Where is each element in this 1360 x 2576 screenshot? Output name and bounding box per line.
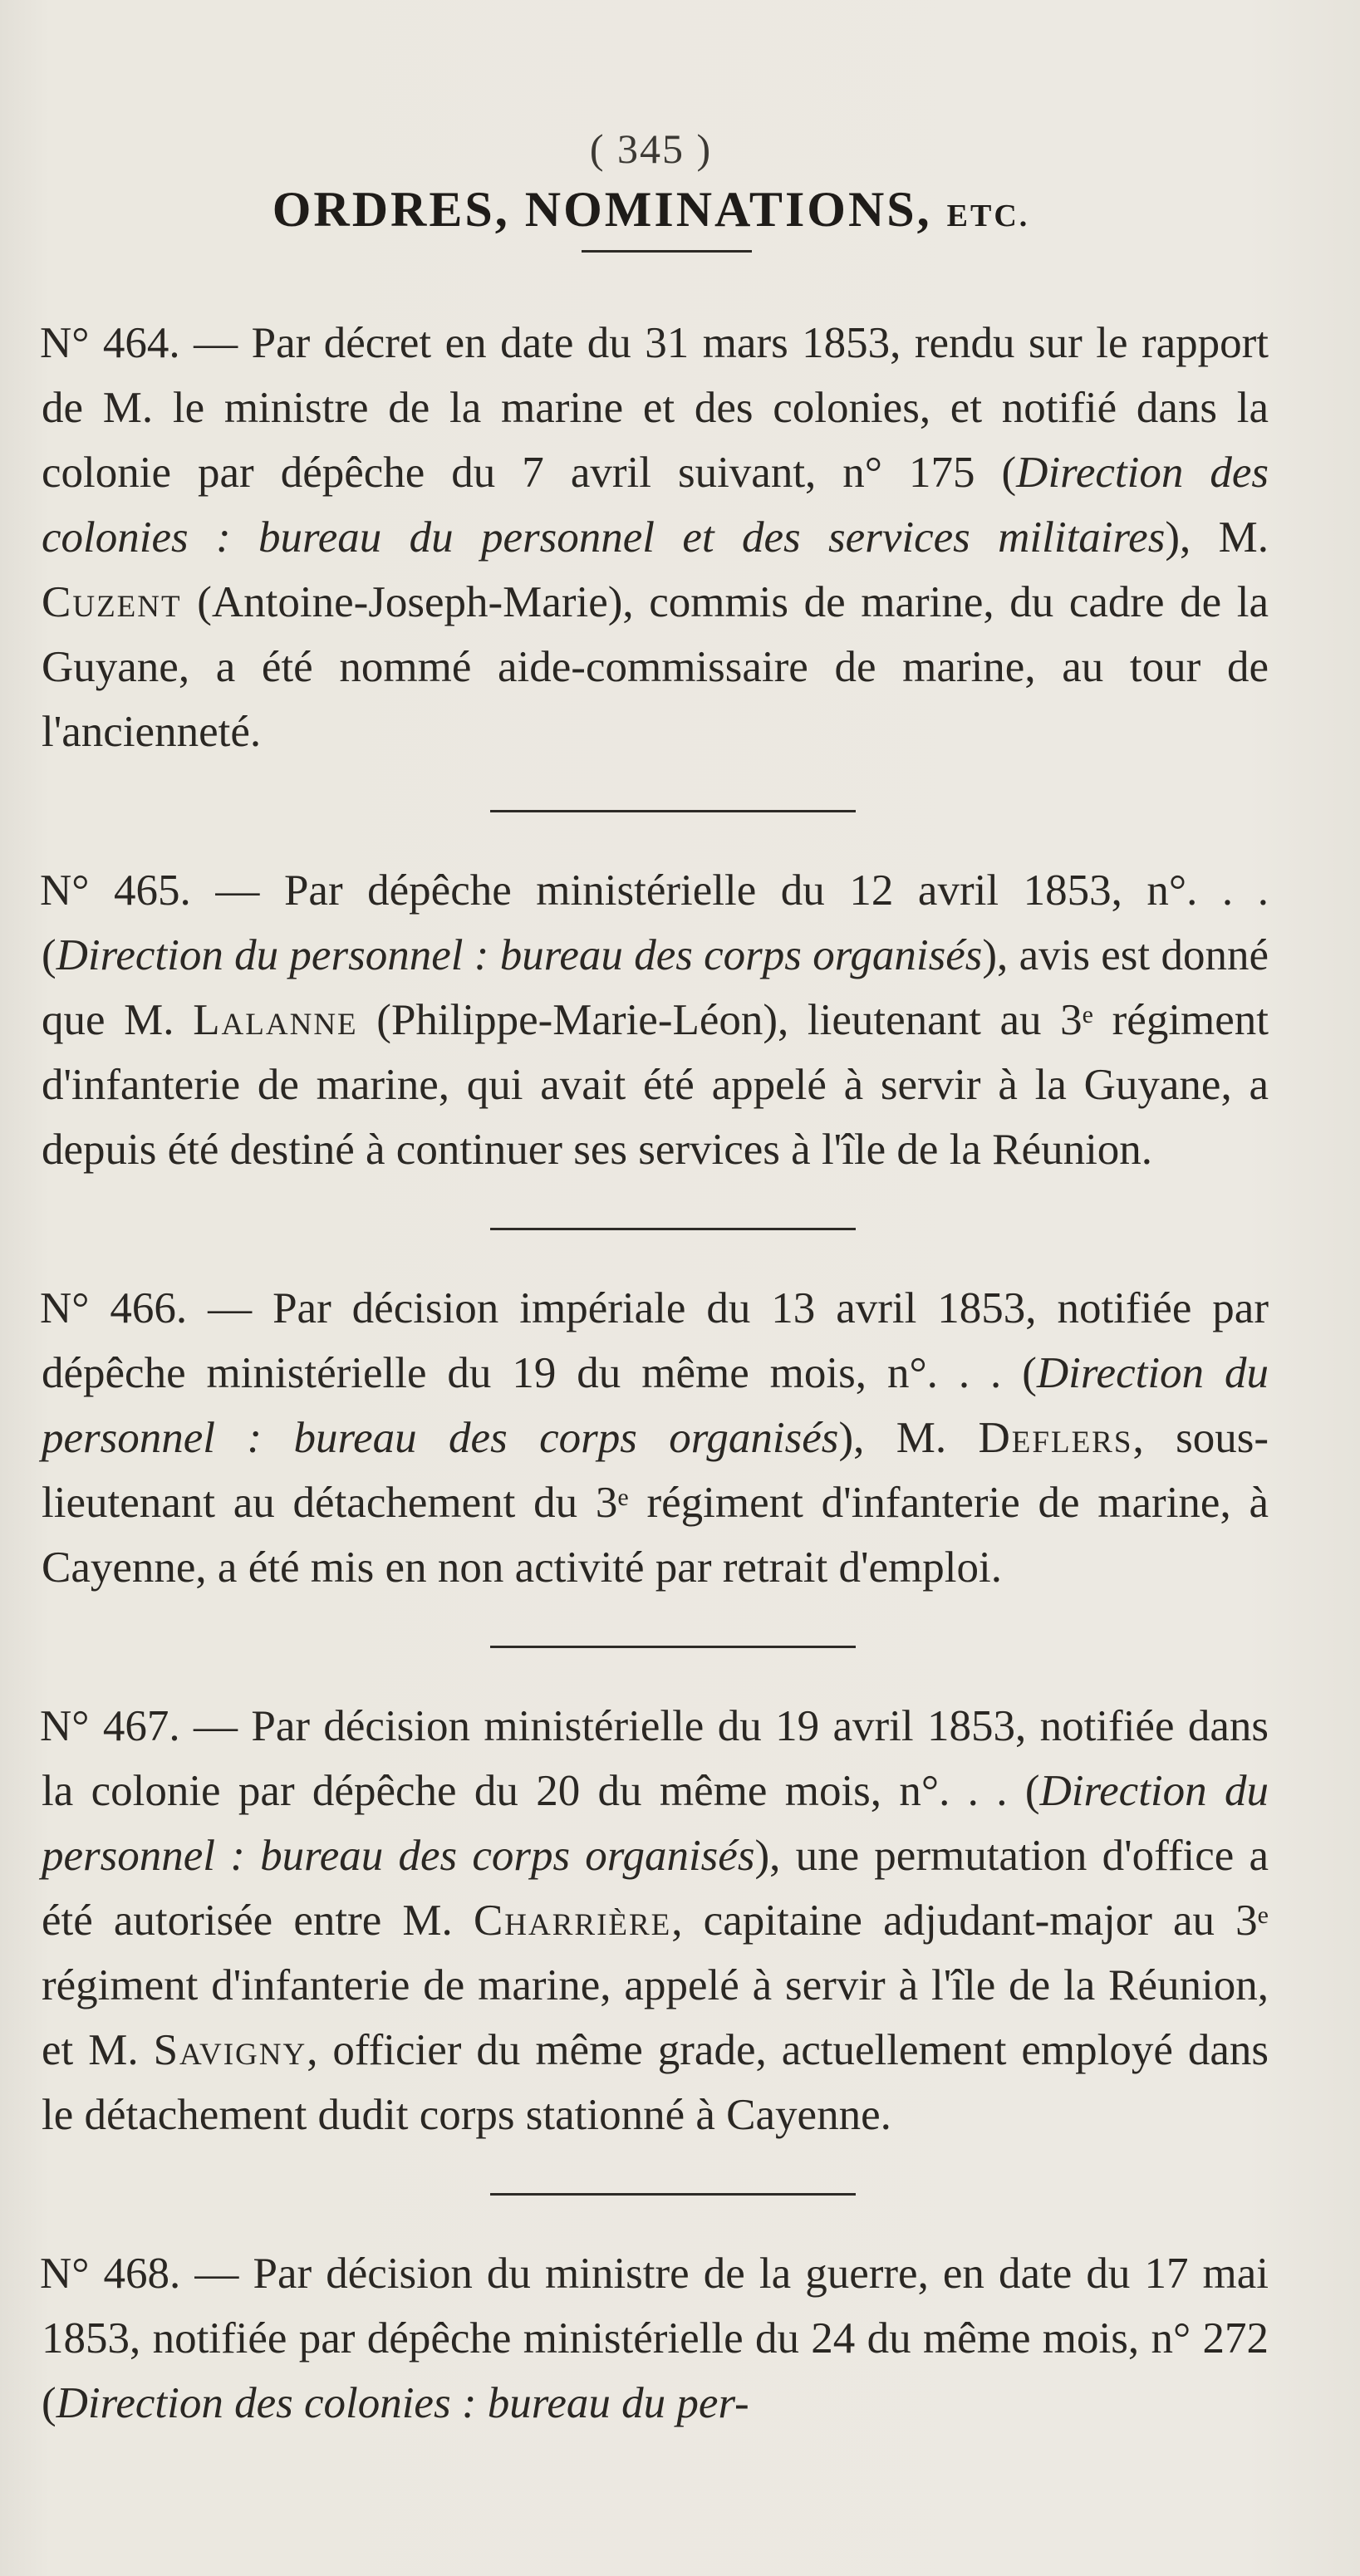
separator-rule <box>490 1228 856 1230</box>
entry-467 <box>42 1694 1269 2147</box>
entry-direction: Direction du personnel : bureau des corps organisés <box>42 1349 1269 1462</box>
entries <box>42 311 1269 2436</box>
page-title-main: ORDRES, NOMINATIONS, <box>272 182 932 237</box>
entry-text: (Antoine-Joseph-Marie), commis de marine, du cadre de la Guyane, a été nommé aide-commissaire de marine, au tour de l'ancienneté. <box>42 578 1269 756</box>
entry-text: , sous-lieutenant au détachement du 3 <box>42 1414 1269 1527</box>
separator-rule <box>490 1646 856 1648</box>
page-title <box>0 181 1302 238</box>
entry-text: — Par décision ministérielle du 19 avril 1853, notifiée dans la colonie par dépêche du 20 du même mois, n°. . . ( <box>42 1702 1269 1815</box>
entry-text: — Par décision impériale du 13 avril 1853, notifiée par dépêche ministérielle du 19 du même mois, n°. . . ( <box>42 1284 1269 1397</box>
entry-468 <box>42 2241 1269 2436</box>
entry-text: , capitaine adjudant-major au 3 <box>671 1896 1258 1945</box>
entry-number: N° 465. <box>40 866 191 915</box>
entry-text: ), M. <box>838 1414 947 1462</box>
entry-person-name: Savigny <box>153 2026 307 2074</box>
entry-text: — Par dépêche ministérielle du 12 avril 1853, n°. . . ( <box>42 866 1269 979</box>
page-number: ( 345 ) <box>589 125 713 172</box>
entry-text: — Par décret en date du 31 mars 1853, rendu sur le rapport de M. le ministre de la marine et des colonies, et notifié dans la colonie par dépêche du 7 avril suivant, n° 175 ( <box>42 319 1269 497</box>
entry-text: — Par décision du ministre de la guerre, en date du 17 mai 1853, notifiée par dépêche ministérielle du 24 du même mois, n° 272 ( <box>42 2250 1269 2427</box>
entry-number: N° 467. <box>40 1702 180 1750</box>
entry-text: , officier du même grade, actuellement employé dans le détachement dudit corps stationné à Cayenne. <box>42 2026 1269 2139</box>
entry-direction: Direction du personnel : bureau des corps organisés <box>56 931 983 979</box>
title-rule <box>582 250 752 253</box>
entry-text: ), une permutation d'office a été autorisée entre M. <box>42 1832 1269 1945</box>
entry-text: (Philippe-Marie-Léon), lieutenant au 3 <box>376 996 1083 1044</box>
entry-person-name: Deflers <box>978 1414 1133 1462</box>
entry-text: régiment d'infanterie de marine, appelé à servir à l'île de la Réunion, et M. <box>42 1961 1269 2074</box>
superscript: e <box>617 1484 629 1511</box>
page-title-etc: ETC. <box>946 199 1030 233</box>
entry-464 <box>42 311 1269 764</box>
entry-text: ), M. <box>1165 513 1269 562</box>
entry-text: ), avis est donné que M. <box>42 931 1269 1044</box>
entry-text: régiment d'infanterie de marine, qui avait été appelé à servir à la Guyane, a depuis été destiné à continuer ses services à l'île de la Réunion. <box>42 996 1269 1174</box>
superscript: e <box>1257 1901 1269 1929</box>
entry-direction: Direction des colonies : bureau du personnel et des services militaires <box>42 449 1269 562</box>
separator-rule <box>490 2193 856 2196</box>
entry-465 <box>42 858 1269 1182</box>
separator-rule <box>490 810 856 812</box>
entry-direction: Direction du personnel : bureau des corps organisés <box>42 1767 1269 1880</box>
entry-direction: Direction des colonies : bureau du per- <box>56 2379 749 2427</box>
entry-466 <box>42 1276 1269 1600</box>
entry-number: N° 468. <box>40 2250 181 2298</box>
entry-person-name: Lalanne <box>193 996 358 1044</box>
entry-person-name: Charrière <box>473 1896 672 1945</box>
entry-number: N° 466. <box>40 1284 188 1332</box>
superscript: e <box>1082 1001 1093 1028</box>
entry-person-name: Cuzent <box>42 578 182 626</box>
entry-text: régiment d'infanterie de marine, à Cayenne, a été mis en non activité par retrait d'emploi. <box>42 1479 1269 1592</box>
entry-number: N° 464. <box>40 319 180 367</box>
